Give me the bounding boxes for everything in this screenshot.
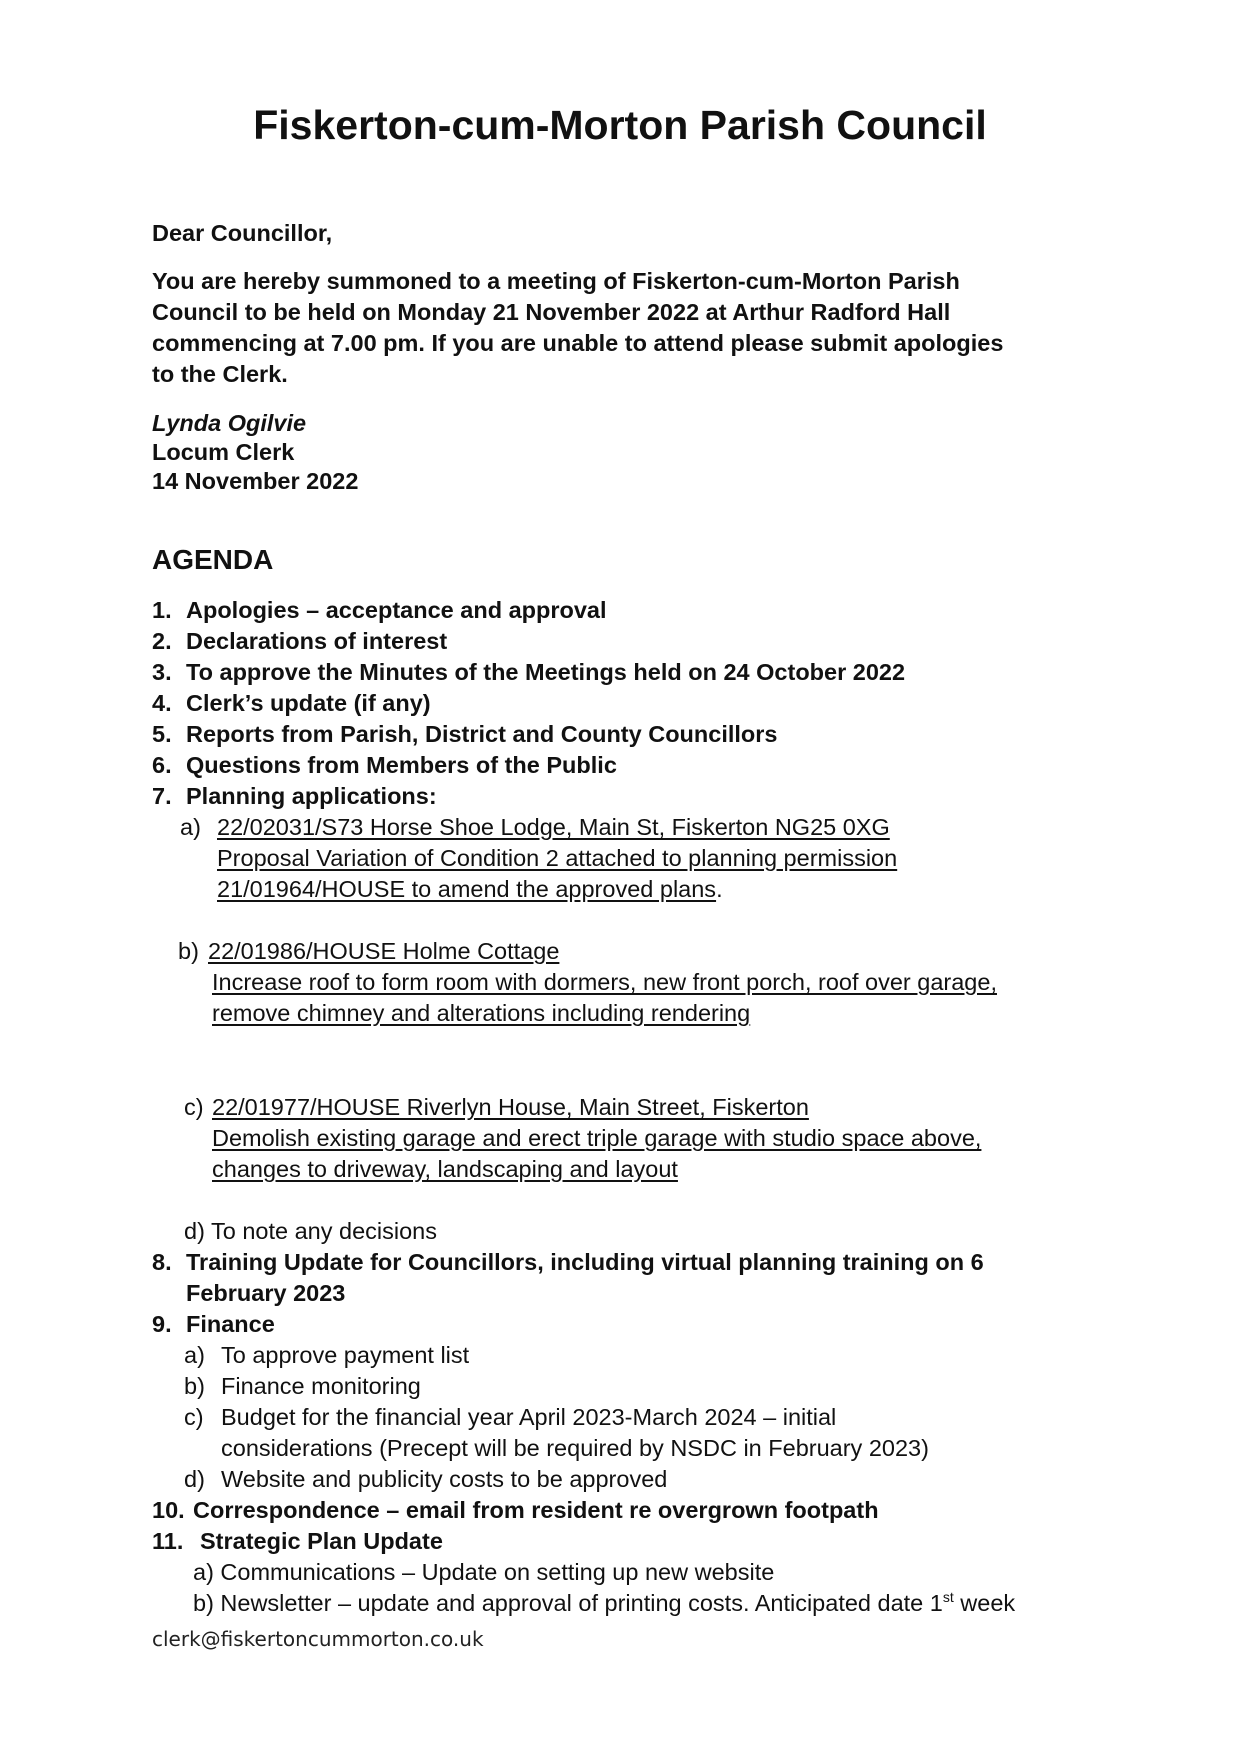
agenda-item-text: Questions from Members of the Public <box>186 752 617 778</box>
signatory-role: Locum Clerk <box>152 439 295 465</box>
finance-sub-text-continued: considerations (Precept will be required by NSDC in February 2023) <box>221 1435 929 1461</box>
summons-line-2: Council to be held on Monday 21 November 2022 at Arthur Radford Hall <box>152 299 951 325</box>
agenda-item-number: 10. <box>152 1497 185 1523</box>
planning-b-description: Increase roof to form room with dormers, new front porch, roof over garage, <box>212 969 997 995</box>
agenda-item-number: 7. <box>152 783 172 809</box>
planning-a-reference: 22/02031/S73 Horse Shoe Lodge, Main St, Fiskerton NG25 0XG <box>217 814 890 840</box>
agenda-item-number: 6. <box>152 752 172 778</box>
salutation: Dear Councillor, <box>152 220 333 246</box>
agenda-item-number: 9. <box>152 1311 172 1337</box>
agenda-item-number: 4. <box>152 690 172 716</box>
planning-d-note: d) To note any decisions <box>184 1218 438 1244</box>
summons-line-4: to the Clerk. <box>152 361 288 387</box>
planning-a-label: a) <box>180 814 201 840</box>
agenda-item-text: Reports from Parish, District and County Councillors <box>186 721 778 747</box>
planning-a-description: Proposal Variation of Condition 2 attached to planning permission <box>217 845 898 871</box>
finance-sub-text: Finance monitoring <box>221 1373 421 1399</box>
finance-sub-label: a) <box>184 1342 205 1368</box>
agenda-heading: AGENDA <box>152 544 274 575</box>
agenda-item-text: Declarations of interest <box>186 628 448 654</box>
superscript-st: st <box>942 1589 954 1606</box>
summons-line-1: You are hereby summoned to a meeting of Fiskerton-cum-Morton Parish <box>152 268 960 294</box>
page-title: Fiskerton-cum-Morton Parish Council <box>253 102 987 148</box>
agenda-item-text: Training Update for Councillors, including virtual planning training on 6 <box>186 1249 984 1275</box>
planning-c-description: Demolish existing garage and erect triple garage with studio space above, <box>212 1125 982 1151</box>
strategic-sub-b <box>193 1590 1015 1617</box>
strategic-sub-b-end: week <box>953 1590 1016 1616</box>
planning-c-label: c) <box>184 1094 204 1120</box>
agenda-item-text-continued: February 2023 <box>186 1280 346 1306</box>
agenda-item-text: To approve the Minutes of the Meetings held on 24 October 2022 <box>186 659 906 685</box>
summons-line-3: commencing at 7.00 pm. If you are unable to attend please submit apologies <box>152 330 1004 356</box>
agenda-item-number: 5. <box>152 721 172 747</box>
planning-a-period: . <box>716 876 723 902</box>
finance-sub-text: Budget for the financial year April 2023-March 2024 – initial <box>221 1404 837 1430</box>
footer-email[interactable]: clerk@fiskertoncummorton.co.uk <box>152 1627 484 1651</box>
finance-sub-label: d) <box>184 1466 205 1492</box>
agenda-item-number: 1. <box>152 597 172 623</box>
finance-sub-label: b) <box>184 1373 205 1399</box>
signatory-name: Lynda Ogilvie <box>152 410 307 436</box>
agenda-item-text: Strategic Plan Update <box>200 1528 443 1554</box>
agenda-item-number: 2. <box>152 628 172 654</box>
finance-sub-label: c) <box>184 1404 204 1430</box>
strategic-sub-a: a) Communications – Update on setting up new website <box>193 1559 775 1585</box>
agenda-item-text: Finance <box>186 1311 275 1337</box>
agenda-item-number: 11. <box>152 1528 184 1554</box>
planning-c-description-line-2: changes to driveway, landscaping and layout <box>212 1156 678 1182</box>
planning-b-label: b) <box>178 938 199 964</box>
agenda-item-number: 3. <box>152 659 172 685</box>
strategic-sub-b-text: b) Newsletter – update and approval of printing costs. Anticipated date 1 <box>193 1590 943 1616</box>
planning-b-reference: 22/01986/HOUSE Holme Cottage <box>208 938 560 964</box>
letter-date: 14 November 2022 <box>152 468 359 494</box>
finance-sub-text: To approve payment list <box>221 1342 470 1368</box>
agenda-item-text: Apologies – acceptance and approval <box>186 597 607 623</box>
planning-b-description-line-2: remove chimney and alterations including rendering <box>212 1000 751 1026</box>
finance-sub-text: Website and publicity costs to be approved <box>221 1466 668 1492</box>
agenda-item-text: Correspondence – email from resident re overgrown footpath <box>193 1497 879 1523</box>
agenda-item-text: Clerk’s update (if any) <box>186 690 431 716</box>
planning-a-description-line: 21/01964/HOUSE to amend the approved plans <box>217 876 717 902</box>
planning-c-reference: 22/01977/HOUSE Riverlyn House, Main Street, Fiskerton <box>212 1094 809 1120</box>
agenda-item-number: 8. <box>152 1249 172 1275</box>
agenda-item-text: Planning applications: <box>186 783 437 809</box>
planning-a-description-end <box>217 876 723 903</box>
